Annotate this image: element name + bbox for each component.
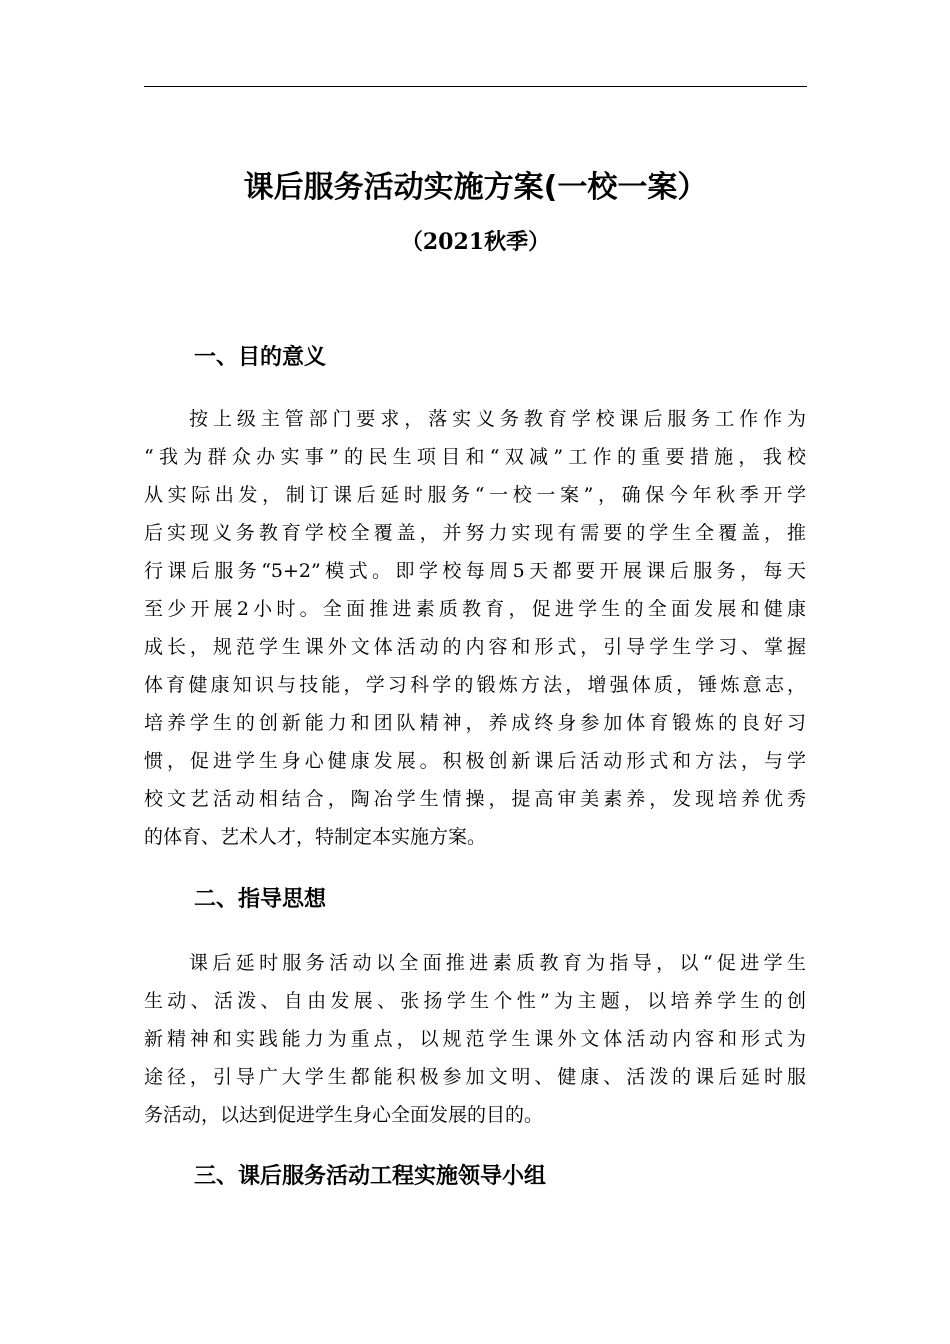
paragraph-line: 新精神和实践能力为重点，以规范学生课外文体活动内容和形式为 — [144, 1028, 806, 1050]
paragraph-line: 惯，促进学生身心健康发展。积极创新课后活动形式和方法，与学 — [144, 750, 806, 772]
paragraph-line: 行课后服务“5+2”模式。即学校每周5天都要开展课后服务，每天 — [144, 560, 806, 582]
paragraph-line: 的体育、艺术人才，特制定本实施方案。 — [144, 826, 487, 848]
paragraph-line: 至少开展2小时。全面推进素质教育，促进学生的全面发展和健康 — [144, 598, 806, 620]
header-rule — [144, 86, 807, 87]
paragraph-line: 从实际出发，制订课后延时服务“一校一案”，确保今年秋季开学 — [144, 484, 806, 506]
paragraph-line: “我为群众办实事”的民生项目和“双减”工作的重要措施，我校 — [144, 446, 806, 468]
paragraph-line: 课后延时服务活动以全面推进素质教育为指导，以“促进学生 — [189, 952, 806, 974]
paragraph-line: 途径，引导广大学生都能积极参加文明、健康、活泼的课后延时服 — [144, 1066, 806, 1088]
paragraph-line: 校文艺活动相结合，陶冶学生情操，提高审美素养，发现培养优秀 — [144, 788, 806, 810]
paragraph-line: 生动、活泼、自由发展、张扬学生个性”为主题，以培养学生的创 — [144, 990, 806, 1012]
section-heading-purpose: 一、目的意义 — [194, 345, 327, 370]
section-heading-guiding-ideology: 二、指导思想 — [194, 887, 327, 912]
paragraph-line: 培养学生的创新能力和团队精神，养成终身参加体育锻炼的良好习 — [144, 712, 806, 734]
paragraph-line: 后实现义务教育学校全覆盖，并努力实现有需要的学生全覆盖，推 — [144, 522, 806, 544]
document-subtitle: （2021秋季） — [400, 229, 551, 255]
section-body-purpose — [144, 400, 806, 856]
paragraph-line: 成长，规范学生课外文体活动的内容和形式，引导学生学习、掌握 — [144, 636, 806, 658]
paragraph-line: 务活动，以达到促进学生身心全面发展的目的。 — [144, 1104, 544, 1126]
document-title: 课后服务活动实施方案(一校一案） — [243, 170, 708, 205]
paragraph-line: 按上级主管部门要求，落实义务教育学校课后服务工作作为 — [189, 408, 806, 430]
section-heading-leadership-group: 三、课后服务活动工程实施领导小组 — [194, 1164, 547, 1189]
paragraph-line: 体育健康知识与技能，学习科学的锻炼方法，增强体质，锤炼意志， — [144, 674, 806, 696]
section-body-guiding-ideology — [144, 944, 806, 1134]
